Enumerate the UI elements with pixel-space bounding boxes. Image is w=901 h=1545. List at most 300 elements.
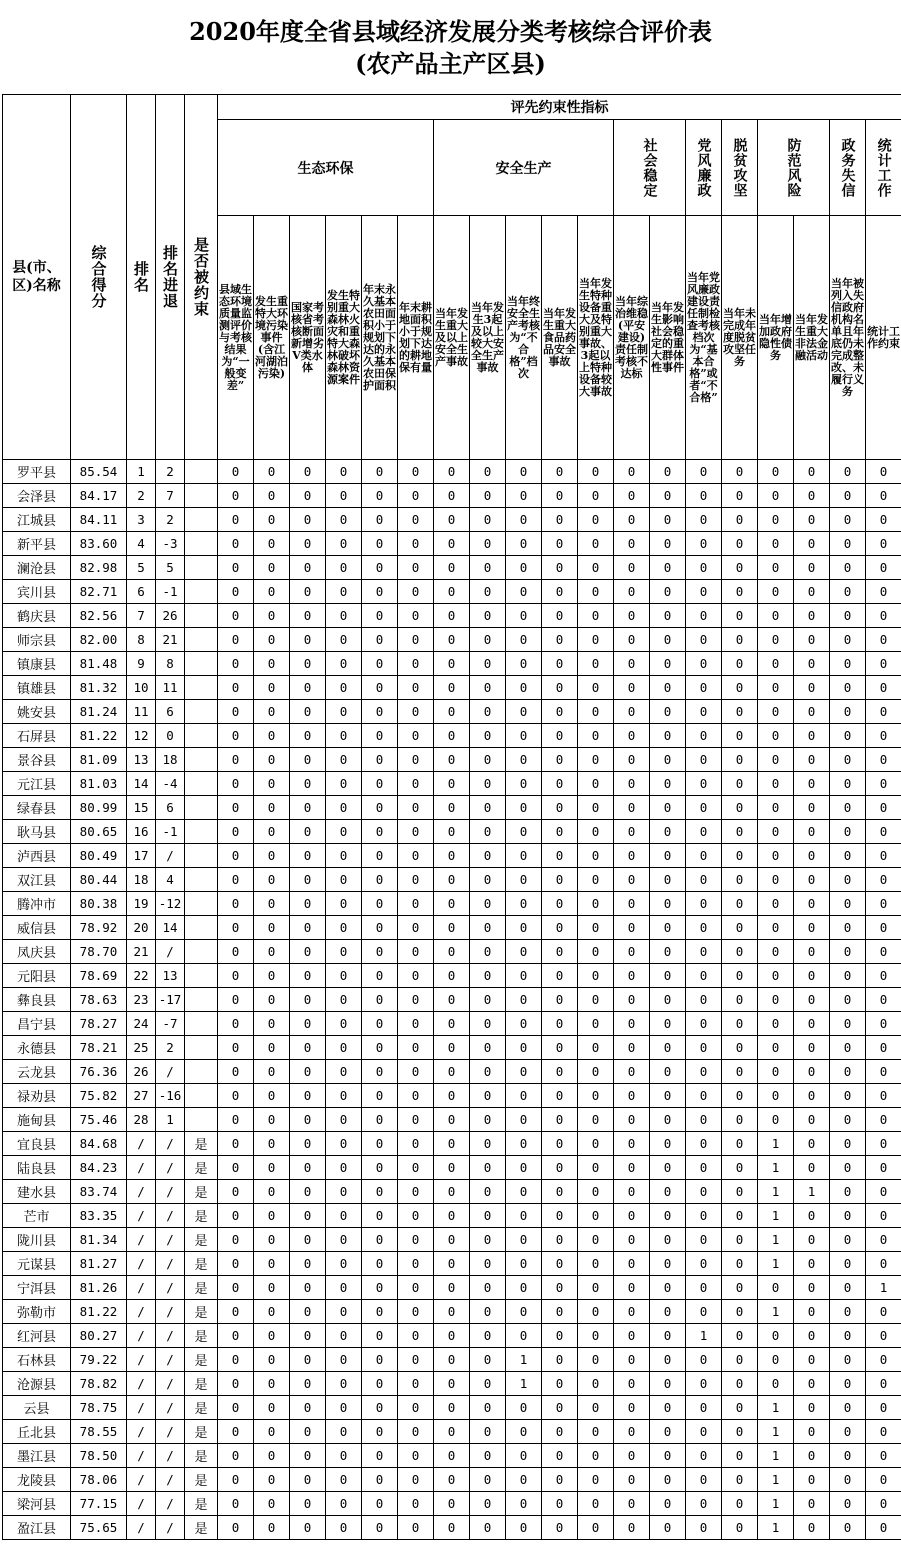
indicator-cell: 0	[578, 604, 614, 628]
rank-cell: 26	[127, 1060, 156, 1084]
rank-cell: 23	[127, 988, 156, 1012]
indicator-cell: 0	[434, 508, 470, 532]
indicator-cell: 0	[218, 1348, 254, 1372]
indicator-cell: 0	[326, 628, 362, 652]
table-row	[3, 772, 901, 796]
indicator-cell: 0	[434, 1444, 470, 1468]
indicator-cell: 0	[470, 628, 506, 652]
indicator-cell: 0	[866, 676, 901, 700]
table-row	[3, 892, 901, 916]
indicator-cell: 0	[506, 1252, 542, 1276]
county-name-cell: 镇雄县	[3, 676, 71, 700]
indicator-cell: 0	[506, 868, 542, 892]
indicator-cell: 0	[326, 1372, 362, 1396]
progress-cell: /	[156, 1300, 185, 1324]
indicator-cell: 0	[470, 724, 506, 748]
indicator-cell: 0	[254, 1444, 290, 1468]
indicator-cell: 0	[686, 964, 722, 988]
indicator-cell: 0	[362, 676, 398, 700]
indicator-cell: 0	[614, 484, 650, 508]
indicator-cell: 0	[578, 460, 614, 484]
indicator-cell: 0	[794, 1108, 830, 1132]
score-cell: 82.71	[71, 580, 127, 604]
score-cell: 75.65	[71, 1516, 127, 1540]
indicator-cell: 0	[470, 820, 506, 844]
header-score: 综合得分	[71, 95, 127, 460]
indicator-cell: 0	[794, 1324, 830, 1348]
indicator-cell: 0	[686, 1228, 722, 1252]
indicator-cell: 0	[362, 1444, 398, 1468]
indicator-cell: 0	[254, 460, 290, 484]
score-cell: 83.74	[71, 1180, 127, 1204]
county-name-cell: 沧源县	[3, 1372, 71, 1396]
indicator-cell: 0	[290, 1108, 326, 1132]
indicator-cell: 0	[506, 1060, 542, 1084]
indicator-cell: 0	[290, 556, 326, 580]
indicator-cell: 0	[830, 1084, 866, 1108]
indicator-cell: 0	[866, 1108, 901, 1132]
indicator-cell: 0	[866, 1036, 901, 1060]
indicator-cell: 0	[506, 676, 542, 700]
indicator-cell: 0	[254, 916, 290, 940]
indicator-cell: 0	[758, 916, 794, 940]
indicator-cell: 0	[326, 652, 362, 676]
indicator-cell: 0	[542, 844, 578, 868]
indicator-cell: 0	[254, 1252, 290, 1276]
indicator-cell: 0	[254, 1420, 290, 1444]
indicator-cell: 0	[650, 1060, 686, 1084]
indicator-cell: 0	[290, 1324, 326, 1348]
indicator-cell: 0	[470, 1204, 506, 1228]
indicator-cell: 0	[254, 1348, 290, 1372]
indicator-cell: 1	[758, 1516, 794, 1540]
indicator-cell: 0	[542, 964, 578, 988]
score-cell: 78.50	[71, 1444, 127, 1468]
indicator-cell: 0	[614, 1252, 650, 1276]
table-row	[3, 1156, 901, 1180]
indicator-cell: 0	[218, 676, 254, 700]
indicator-cell: 0	[398, 724, 434, 748]
indicator-cell: 0	[794, 628, 830, 652]
indicator-cell: 0	[722, 1108, 758, 1132]
indicator-cell: 1	[758, 1252, 794, 1276]
indicator-cell: 0	[254, 724, 290, 748]
indicator-cell: 0	[866, 1492, 901, 1516]
county-name-cell: 会泽县	[3, 484, 71, 508]
indicator-cell: 0	[614, 1372, 650, 1396]
indicator-cell: 0	[254, 1492, 290, 1516]
indicator-cell: 0	[830, 1324, 866, 1348]
indicator-cell: 0	[830, 796, 866, 820]
table-row	[3, 1444, 901, 1468]
county-name-cell: 芒市	[3, 1204, 71, 1228]
score-cell: 81.03	[71, 772, 127, 796]
indicator-cell: 0	[722, 1372, 758, 1396]
county-name-cell: 墨江县	[3, 1444, 71, 1468]
indicator-cell: 0	[470, 868, 506, 892]
indicator-cell: 0	[506, 484, 542, 508]
indicator-cell: 0	[650, 508, 686, 532]
indicator-cell: 0	[758, 508, 794, 532]
indicator-cell: 0	[254, 604, 290, 628]
indicator-cell: 0	[614, 724, 650, 748]
indicator-cell: 0	[650, 556, 686, 580]
indicator-cell: 0	[578, 1084, 614, 1108]
table-row	[3, 1084, 901, 1108]
header-progress: 排名进退	[156, 95, 185, 460]
restricted-cell	[185, 940, 218, 964]
indicator-cell: 0	[722, 1204, 758, 1228]
indicator-cell: 0	[722, 484, 758, 508]
indicator-cell: 0	[506, 652, 542, 676]
score-cell: 82.56	[71, 604, 127, 628]
indicator-cell: 0	[794, 1276, 830, 1300]
indicator-cell: 0	[650, 820, 686, 844]
indicator-cell: 0	[686, 772, 722, 796]
restricted-cell	[185, 1036, 218, 1060]
county-name-cell: 宜良县	[3, 1132, 71, 1156]
table-row	[3, 1420, 901, 1444]
indicator-cell: 0	[434, 1252, 470, 1276]
indicator-cell: 0	[506, 700, 542, 724]
indicator-cell: 0	[758, 1276, 794, 1300]
rank-cell: 24	[127, 1012, 156, 1036]
indicator-cell: 0	[866, 508, 901, 532]
indicator-header: 当年增加政府隐性债务	[758, 216, 794, 460]
indicator-cell: 0	[614, 1228, 650, 1252]
progress-cell: /	[156, 1276, 185, 1300]
indicator-cell: 0	[254, 772, 290, 796]
rank-cell: /	[127, 1300, 156, 1324]
indicator-cell: 0	[326, 556, 362, 580]
indicator-cell: 0	[794, 652, 830, 676]
indicator-cell: 0	[506, 1396, 542, 1420]
indicator-cell: 0	[326, 1036, 362, 1060]
indicator-cell: 0	[686, 700, 722, 724]
indicator-cell: 0	[578, 820, 614, 844]
indicator-cell: 1	[758, 1492, 794, 1516]
indicator-cell: 0	[362, 1516, 398, 1540]
indicator-cell: 0	[686, 1516, 722, 1540]
table-row	[3, 1324, 901, 1348]
indicator-cell: 0	[326, 1516, 362, 1540]
table-row	[3, 1468, 901, 1492]
restricted-cell	[185, 1060, 218, 1084]
indicator-cell: 0	[434, 628, 470, 652]
indicator-cell: 0	[470, 844, 506, 868]
score-cell: 78.92	[71, 916, 127, 940]
indicator-cell: 0	[650, 748, 686, 772]
indicator-cell: 0	[686, 1204, 722, 1228]
restricted-cell: 是	[185, 1276, 218, 1300]
rank-cell: 27	[127, 1084, 156, 1108]
indicator-cell: 0	[578, 748, 614, 772]
indicator-cell: 0	[542, 604, 578, 628]
indicator-cell: 0	[470, 556, 506, 580]
indicator-cell: 0	[218, 988, 254, 1012]
header-restricted: 是否被约束	[185, 95, 218, 460]
indicator-cell: 0	[434, 556, 470, 580]
indicator-cell: 0	[290, 1156, 326, 1180]
indicator-cell: 0	[326, 988, 362, 1012]
indicator-cell: 0	[470, 460, 506, 484]
indicator-cell: 0	[578, 1156, 614, 1180]
indicator-cell: 0	[794, 1300, 830, 1324]
indicator-cell: 0	[722, 556, 758, 580]
indicator-cell: 0	[686, 1372, 722, 1396]
indicator-cell: 0	[830, 988, 866, 1012]
indicator-cell: 0	[578, 1252, 614, 1276]
indicator-cell: 0	[470, 1132, 506, 1156]
indicator-cell: 0	[254, 1204, 290, 1228]
score-cell: 83.60	[71, 532, 127, 556]
indicator-cell: 0	[254, 580, 290, 604]
restricted-cell	[185, 868, 218, 892]
indicator-cell: 0	[290, 940, 326, 964]
indicator-cell: 0	[722, 844, 758, 868]
indicator-cell: 0	[290, 580, 326, 604]
indicator-cell: 0	[650, 1012, 686, 1036]
indicator-cell: 0	[866, 484, 901, 508]
rank-cell: 8	[127, 628, 156, 652]
rank-cell: 4	[127, 532, 156, 556]
indicator-cell: 0	[218, 508, 254, 532]
indicator-cell: 0	[758, 820, 794, 844]
indicator-cell: 0	[398, 1348, 434, 1372]
indicator-cell: 0	[434, 1300, 470, 1324]
indicator-cell: 0	[686, 1036, 722, 1060]
indicator-cell: 0	[362, 988, 398, 1012]
indicator-cell: 0	[290, 868, 326, 892]
indicator-cell: 0	[470, 1036, 506, 1060]
indicator-cell: 0	[578, 652, 614, 676]
restricted-cell	[185, 532, 218, 556]
indicator-cell: 0	[830, 1276, 866, 1300]
table-row	[3, 1180, 901, 1204]
indicator-cell: 0	[326, 1396, 362, 1420]
indicator-cell: 0	[614, 772, 650, 796]
indicator-cell: 0	[578, 1180, 614, 1204]
indicator-cell: 0	[434, 844, 470, 868]
indicator-cell: 0	[866, 1012, 901, 1036]
indicator-cell: 0	[398, 700, 434, 724]
indicator-cell: 0	[794, 844, 830, 868]
indicator-cell: 0	[218, 1036, 254, 1060]
indicator-cell: 0	[290, 532, 326, 556]
indicator-cell: 0	[686, 940, 722, 964]
indicator-cell: 0	[866, 724, 901, 748]
indicator-cell: 0	[254, 1300, 290, 1324]
indicator-cell: 0	[722, 1084, 758, 1108]
indicator-cell: 0	[362, 484, 398, 508]
indicator-cell: 0	[830, 748, 866, 772]
indicator-cell: 0	[362, 604, 398, 628]
indicator-cell: 0	[506, 628, 542, 652]
rank-cell: 17	[127, 844, 156, 868]
group-credit: 政务失信	[830, 120, 866, 216]
indicator-cell: 0	[578, 532, 614, 556]
indicator-cell: 0	[470, 1324, 506, 1348]
indicator-header: 发生重特大环境污染事件(含江河湖泊污染)	[254, 216, 290, 460]
indicator-cell: 0	[578, 1108, 614, 1132]
table-row	[3, 1228, 901, 1252]
indicator-cell: 0	[326, 1084, 362, 1108]
indicator-cell: 0	[326, 700, 362, 724]
indicator-cell: 0	[686, 988, 722, 1012]
county-name-cell: 永德县	[3, 1036, 71, 1060]
indicator-cell: 0	[686, 652, 722, 676]
indicator-cell: 0	[866, 580, 901, 604]
indicator-cell: 0	[830, 604, 866, 628]
indicator-cell: 0	[542, 508, 578, 532]
indicator-cell: 0	[578, 484, 614, 508]
indicator-cell: 0	[290, 916, 326, 940]
indicator-cell: 0	[470, 1492, 506, 1516]
indicator-cell: 0	[794, 1372, 830, 1396]
indicator-cell: 0	[362, 1204, 398, 1228]
indicator-cell: 0	[830, 820, 866, 844]
indicator-cell: 0	[290, 1516, 326, 1540]
indicator-cell: 0	[398, 1516, 434, 1540]
indicator-cell: 0	[650, 1372, 686, 1396]
indicator-cell: 0	[398, 1324, 434, 1348]
restricted-cell: 是	[185, 1468, 218, 1492]
county-name-cell: 云龙县	[3, 1060, 71, 1084]
indicator-cell: 0	[254, 748, 290, 772]
indicator-cell: 0	[686, 508, 722, 532]
indicator-cell: 0	[434, 964, 470, 988]
rank-cell: /	[127, 1372, 156, 1396]
indicator-cell: 0	[686, 916, 722, 940]
indicator-cell: 0	[398, 652, 434, 676]
indicator-cell: 0	[254, 1276, 290, 1300]
indicator-cell: 0	[650, 1252, 686, 1276]
indicator-cell: 0	[470, 1444, 506, 1468]
indicator-cell: 0	[866, 532, 901, 556]
indicator-header: 发生特别重大森林火灾和重特大森林破坏森林资源案件	[326, 216, 362, 460]
evaluation-table	[2, 94, 901, 1540]
indicator-cell: 0	[326, 1468, 362, 1492]
indicator-cell: 0	[650, 1348, 686, 1372]
indicator-cell: 0	[506, 604, 542, 628]
indicator-cell: 0	[650, 1180, 686, 1204]
indicator-cell: 0	[506, 1156, 542, 1180]
indicator-cell: 0	[578, 1516, 614, 1540]
indicator-cell: 0	[614, 892, 650, 916]
indicator-cell: 0	[794, 1156, 830, 1180]
restricted-cell	[185, 988, 218, 1012]
indicator-cell: 0	[470, 1108, 506, 1132]
indicator-cell: 0	[362, 940, 398, 964]
indicator-cell: 0	[830, 1516, 866, 1540]
indicator-cell: 0	[362, 532, 398, 556]
indicator-cell: 0	[506, 1012, 542, 1036]
indicator-cell: 0	[614, 604, 650, 628]
indicator-cell: 0	[254, 988, 290, 1012]
restricted-cell	[185, 556, 218, 580]
indicator-cell: 0	[326, 604, 362, 628]
indicator-cell: 0	[614, 1444, 650, 1468]
indicator-cell: 0	[686, 604, 722, 628]
indicator-header: 当年党风廉政建设责任制检查考核档次为“基本合格”或者“不合格”	[686, 216, 722, 460]
indicator-cell: 0	[470, 1084, 506, 1108]
indicator-cell: 0	[866, 820, 901, 844]
indicator-cell: 0	[506, 1228, 542, 1252]
indicator-cell: 0	[218, 1228, 254, 1252]
indicator-cell: 0	[542, 1420, 578, 1444]
indicator-cell: 0	[254, 676, 290, 700]
indicator-cell: 0	[686, 796, 722, 820]
indicator-cell: 0	[722, 1468, 758, 1492]
progress-cell: /	[156, 1180, 185, 1204]
indicator-cell: 0	[506, 532, 542, 556]
indicator-cell: 0	[866, 748, 901, 772]
indicator-cell: 0	[398, 604, 434, 628]
indicator-cell: 0	[722, 1324, 758, 1348]
score-cell: 78.55	[71, 1420, 127, 1444]
indicator-cell: 0	[722, 796, 758, 820]
indicator-cell: 0	[722, 1444, 758, 1468]
indicator-cell: 0	[398, 1468, 434, 1492]
indicator-cell: 0	[650, 604, 686, 628]
indicator-cell: 0	[362, 916, 398, 940]
indicator-cell: 0	[614, 1348, 650, 1372]
indicator-cell: 0	[614, 1108, 650, 1132]
indicator-cell: 0	[614, 700, 650, 724]
indicator-cell: 0	[362, 1228, 398, 1252]
indicator-cell: 0	[254, 868, 290, 892]
indicator-cell: 0	[542, 652, 578, 676]
table-row	[3, 508, 901, 532]
indicator-cell: 0	[290, 748, 326, 772]
restricted-cell: 是	[185, 1228, 218, 1252]
indicator-cell: 0	[722, 1132, 758, 1156]
indicator-cell: 0	[434, 652, 470, 676]
indicator-cell: 0	[722, 1396, 758, 1420]
indicator-cell: 0	[254, 1228, 290, 1252]
indicator-header: 年末耕地面积小于规划下达的耕地保有量	[398, 216, 434, 460]
indicator-cell: 0	[866, 892, 901, 916]
indicator-cell: 0	[542, 820, 578, 844]
indicator-cell: 0	[470, 700, 506, 724]
indicator-cell: 0	[650, 892, 686, 916]
indicator-cell: 0	[614, 1468, 650, 1492]
restricted-cell	[185, 820, 218, 844]
rank-cell: /	[127, 1324, 156, 1348]
rank-cell: 22	[127, 964, 156, 988]
indicator-cell: 0	[398, 868, 434, 892]
indicator-cell: 0	[686, 532, 722, 556]
score-cell: 80.65	[71, 820, 127, 844]
indicator-cell: 1	[758, 1444, 794, 1468]
indicator-cell: 0	[362, 1420, 398, 1444]
indicator-cell: 0	[758, 604, 794, 628]
score-cell: 78.27	[71, 1012, 127, 1036]
indicator-cell: 0	[362, 628, 398, 652]
progress-cell: 13	[156, 964, 185, 988]
header-constraint-group: 评先约束性指标	[218, 95, 901, 120]
indicator-header: 当年发生特种设备重大及特别重大事故、3起以上特种设备较大事故	[578, 216, 614, 460]
indicator-cell: 0	[650, 796, 686, 820]
progress-cell: -3	[156, 532, 185, 556]
indicator-cell: 0	[434, 1348, 470, 1372]
indicator-cell: 0	[830, 1420, 866, 1444]
indicator-cell: 0	[866, 940, 901, 964]
indicator-cell: 0	[506, 1420, 542, 1444]
indicator-cell: 0	[470, 676, 506, 700]
indicator-cell: 0	[254, 628, 290, 652]
indicator-cell: 0	[326, 532, 362, 556]
